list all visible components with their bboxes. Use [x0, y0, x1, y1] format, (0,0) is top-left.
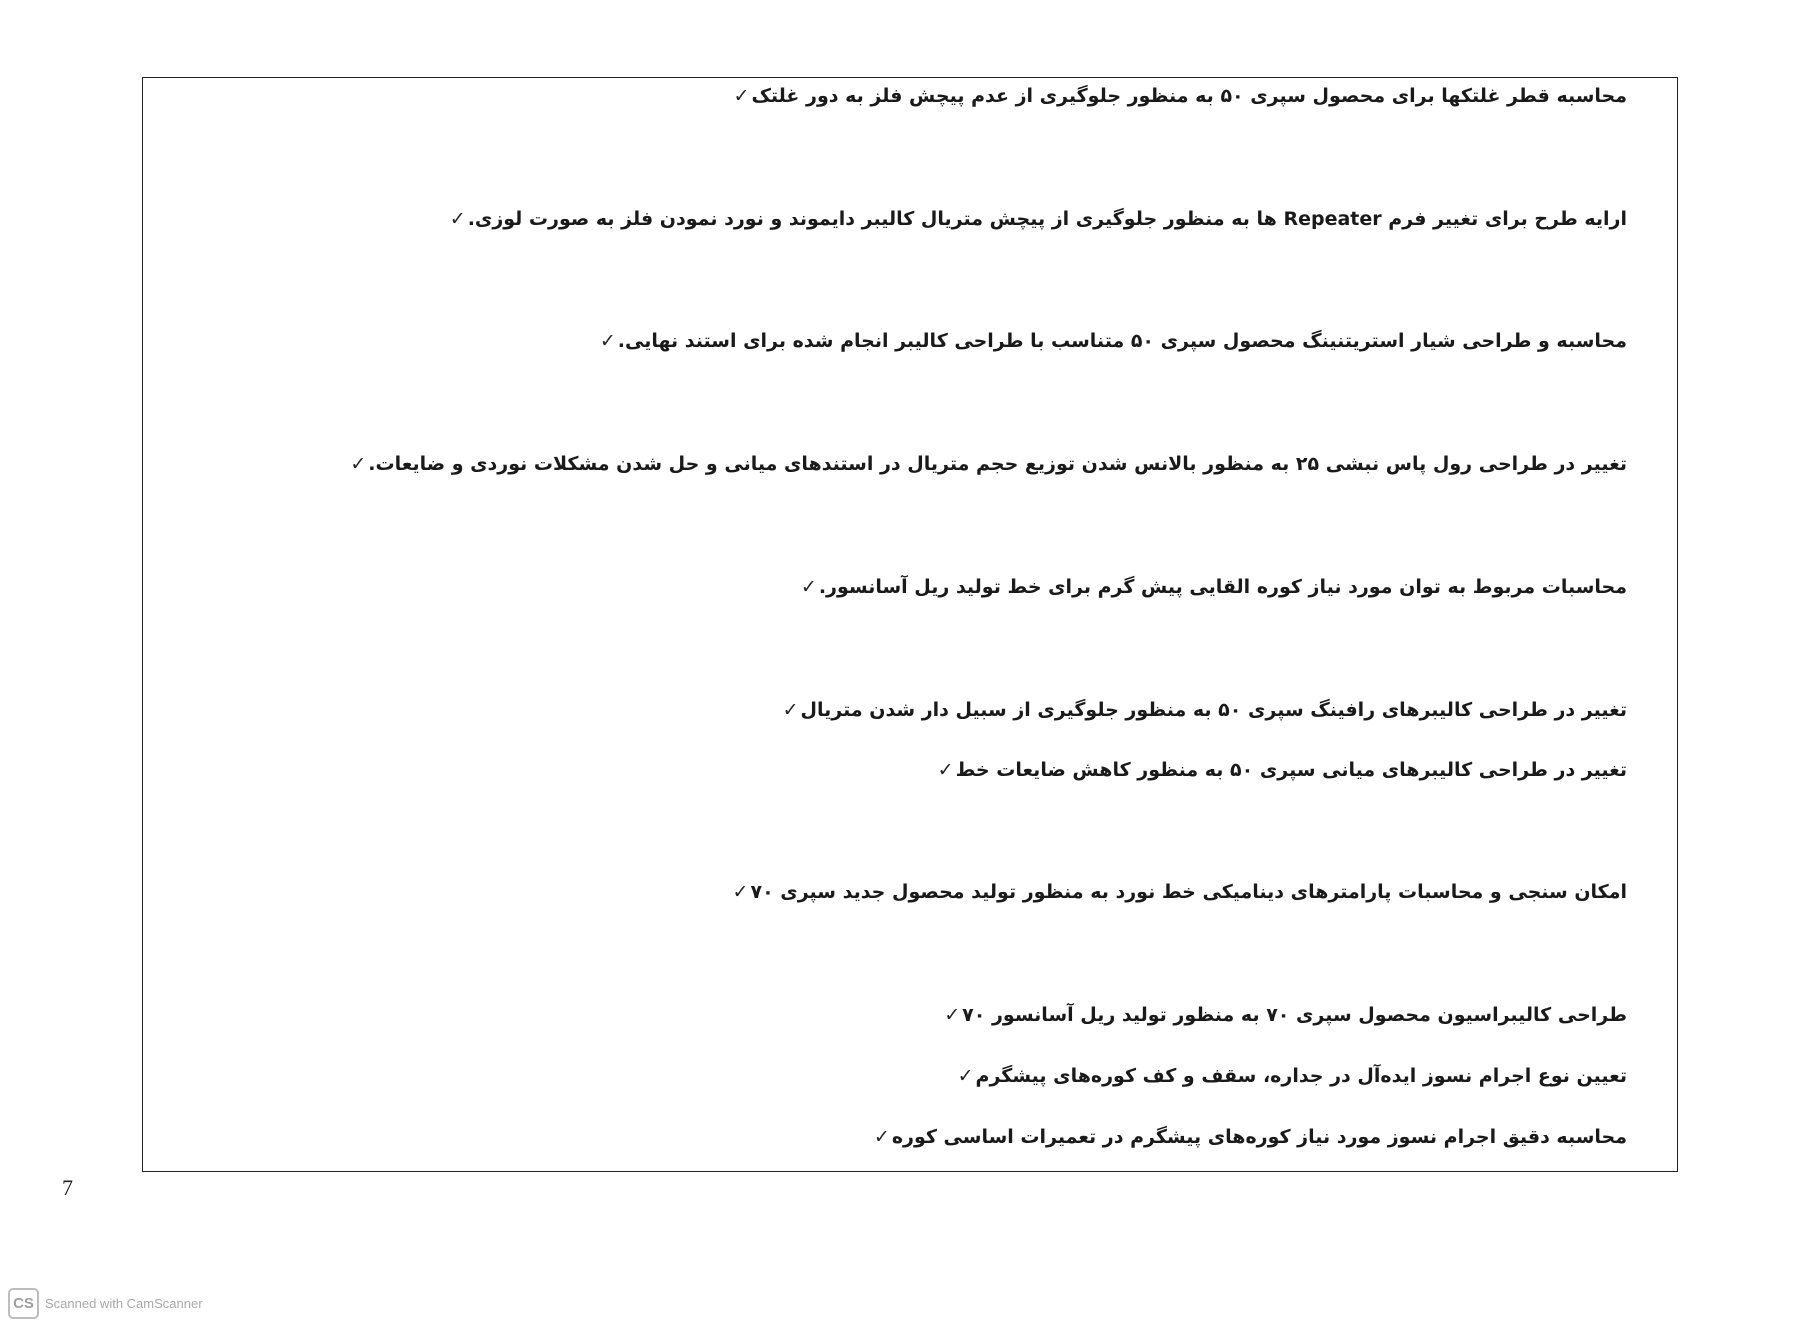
list-item-text: تغییر در طراحی رول پاس نبشی ۲۵ به منظور بالانس شدن توزیع حجم متریال در استندهای میانی و حل شدن مشکلات نوردی و ضایعات. [368, 453, 1627, 475]
camscanner-logo-icon: CS [8, 1288, 39, 1319]
list-item-text: محاسبه و طراحی شیار استریتنینگ محصول سپری ۵۰ متناسب با طراحی کالیبر انجام شده برای استند نهایی. [617, 330, 1627, 352]
list-item [430, 210, 1627, 229]
list-item [580, 332, 1627, 351]
list-item-text: امکان سنجی و محاسبات پارامترهای دینامیکی خط نورد به منظور تولید محصول جدید سپری ۷۰ [750, 881, 1627, 903]
page-number: 7 [62, 1175, 73, 1200]
list-item [918, 761, 1627, 780]
content-frame [142, 77, 1678, 1172]
list-item-text: محاسبه قطر غلتکها برای محصول سپری ۵۰ به منظور جلوگیری از عدم پیچش فلز به دور غلتک [751, 85, 1627, 107]
list-item [938, 1067, 1627, 1086]
checkmark-icon: ✓ [957, 1065, 974, 1087]
list-item-text: تغییر در طراحی کالیبرهای میانی سپری ۵۰ به منظور کاهش ضایعات خط [955, 759, 1627, 781]
list-item [330, 455, 1627, 474]
checkmark-icon: ✓ [873, 1126, 890, 1148]
list-item-text: تغییر در طراحی کالیبرهای رافینگ سپری ۵۰ به منظور جلوگیری از سبیل دار شدن متریال [800, 699, 1627, 721]
checkmark-icon: ✓ [350, 453, 367, 475]
checkmark-icon: ✓ [782, 699, 799, 721]
list-item-text: تعیین نوع اجرام نسوز ایده‌آل در جداره، سقف و کف کوره‌های پیشگرم [975, 1065, 1627, 1087]
list-item [763, 701, 1627, 720]
scanner-watermark-text: Scanned with CamScanner [45, 1296, 203, 1311]
list-item-text: طراحی کالیبراسیون محصول سپری ۷۰ به منظور تولید ریل آسانسور ۷۰ [962, 1004, 1627, 1026]
checkmark-icon: ✓ [599, 330, 616, 352]
list-item-text: محاسبات مربوط به توان مورد نیاز کوره القایی پیش گرم برای خط تولید ریل آسانسور. [818, 576, 1627, 598]
checkmark-icon: ✓ [449, 208, 466, 230]
list-item [713, 87, 1627, 106]
list-item [712, 883, 1627, 902]
list-item-text: ارایه طرح برای تغییر فرم Repeater ها به منظور جلوگیری از پیچش متریال کالیبر دایموند و نورد نمودن فلز به صورت لوزی. [467, 208, 1627, 230]
checkmark-icon: ✓ [800, 576, 817, 598]
list-item [924, 1006, 1627, 1025]
checkmark-icon: ✓ [733, 85, 750, 107]
checkmark-icon: ✓ [732, 881, 749, 903]
checkmark-icon: ✓ [944, 1004, 961, 1026]
list-item [781, 578, 1627, 597]
scanner-watermark [8, 1288, 203, 1319]
checkmark-icon: ✓ [937, 759, 954, 781]
list-item [854, 1128, 1627, 1147]
list-item-text: محاسبه دقیق اجرام نسوز مورد نیاز کوره‌های پیشگرم در تعمیرات اساسی کوره [891, 1126, 1627, 1148]
